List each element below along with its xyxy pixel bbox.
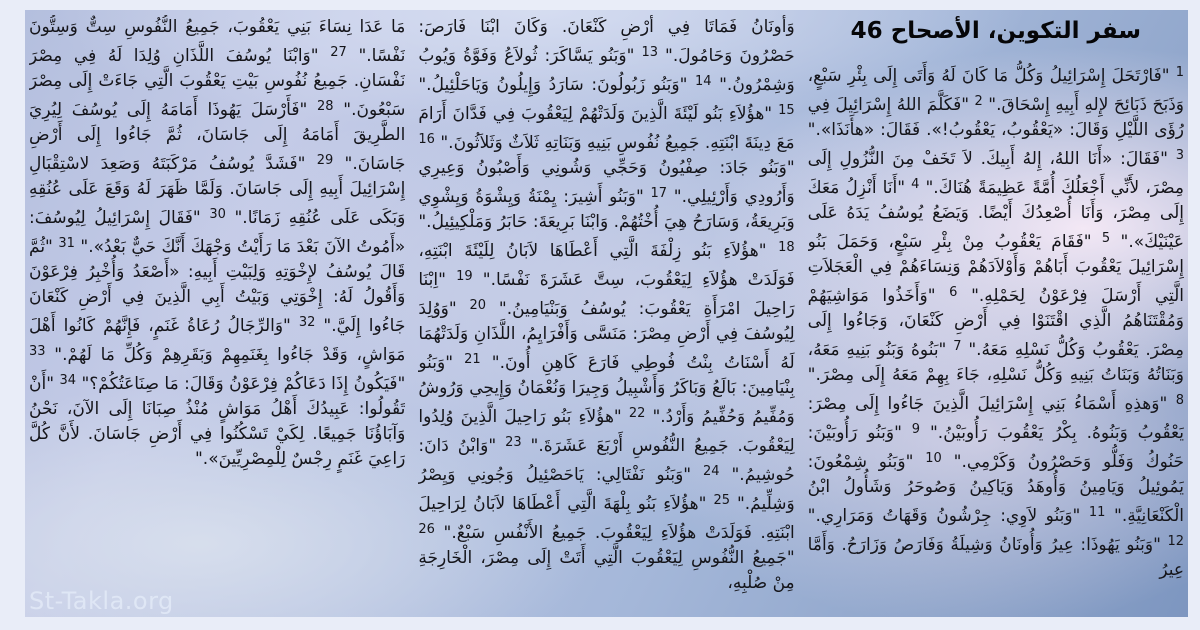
sky-background-photo [25, 10, 1188, 617]
verse-number: 26 [418, 522, 435, 537]
verse-text: "ثُمَّ قَالَ يُوسُفُ لإِخْوَتِهِ وَلِبَيْتِ أَبِيهِ: «أَصْعَدُ وَأُخْبِرُ فِرْعَوْنَ وَأَقُولُ لَهُ: إِخْوَتِي وَبَيْتُ أَبِي الَّذِينَ فِي أَرْضِ كَنْعَانَ جَاءُوا إِلَيَّ." [29, 237, 406, 336]
verse-text: "وَبَنُو لاَوِي: جِرْشُونُ وَقَهَاتُ وَمَرَارِي." [807, 506, 1081, 526]
text-column-left [29, 15, 405, 611]
verse-number: 8 [1175, 393, 1184, 408]
verses-middle [418, 15, 794, 596]
page-title: سفر التكوين، الأصحاح 46 [850, 18, 1141, 44]
verse-text: مَا عَدَا نِسَاءَ بَنِي يَعْقُوبَ، جَمِيعُ النُّفُوسِ سِتٌّ وَسِتُّونَ نَفْسًا." [29, 17, 406, 66]
text-column-middle [418, 15, 794, 611]
verse-text: "وَبَنُو رَأُوبَيْنَ: حَنُوكُ وَفَلُّو وَحَصْرُونُ وَكَرْمِي." [807, 423, 1184, 472]
verse-text: "هؤُلاَءِ بَنُو لَيْئَةَ الَّذِينَ وَلَدَتْهُمْ لِيَعْقُوبَ فِي فَدَّانَ أَرَامَ مَعَ دِينَةَ ابْنَتِهِ. جَمِيعُ نُفُوسِ بَنِيهِ وَبَنَاتِهِ ثَلاَثٌ وَثَلاَثُونَ." [418, 104, 795, 153]
verse-text: "هؤُلاَءِ بَنُو بِلْهَةَ الَّتِي أَعْطَاهَا لاَبَانُ لِرَاحِيلَ ابْنَتِهِ. فَوَلَدَتْ هؤُلاَءِ لِيَعْقُوبَ. جَمِيعُ الأَنْفُسِ سَبْعٌ." [418, 494, 795, 543]
verse-number: 23 [505, 435, 522, 450]
verse-number: 16 [418, 132, 435, 147]
verse-number: 30 [209, 207, 226, 222]
verse-text: "وَبَنُو شِمْعُونَ: يَمُوئِيلُ وَيَامِينُ وَأُوهَدُ وَيَاكِينُ وَصُوحَرُ وَشَأُولُ ابْنُ الْكَنْعَانِيَّةِ." [807, 452, 1184, 526]
verse-text: "وَالرِّجَالُ رُعَاةُ غَنَمٍ، فَإِنَّهُمْ كَانُوا أَهْلَ مَوَاشٍ، وَقَدْ جَاءُوا بِغَنَمِهِمْ وَبَقَرِهِمْ وَكُلِّ مَا لَهُمْ." [29, 316, 406, 365]
verse-number: 5 [1101, 231, 1111, 246]
verse-number: 14 [695, 74, 712, 89]
verse-text: "أَنْ تَقُولُوا: عَبِيدُكَ أَهْلُ مَوَاشٍ مُنْذُ صِبَانَا إِلَى الآنَ، نَحْنُ وَآبَاؤُنَا جَمِيعًا. لِكَيْ تَسْكُنُوا فِي أَرْضِ جَاسَانَ. لأَنَّ كُلَّ رَاعِيَ غَنَمٍ رِجْسٌ لِلْمِصْرِيِّينَ»." [29, 374, 406, 469]
watermark: St-Takla.org [29, 587, 174, 615]
verse-text: "اِبْنَا رَاحِيلَ امْرَأَةِ يَعْقُوبَ: يُوسُفُ وَبَنْيَامِينُ." [418, 270, 795, 319]
verse-text: "فَيَكُونُ إِذَا دَعَاكُمْ فِرْعَوْنُ وَقَالَ: مَا صِنَاعَتُكُمْ؟" [81, 374, 406, 394]
verse-text: "فَقَامَ يَعْقُوبُ مِنْ بِئْرِ سَبْعٍ، وَحَمَلَ بَنُو إِسْرَائِيلَ يَعْقُوبَ أَبَاهُمْ وَأَوْلاَدَهُمْ وَنِسَاءَهُمْ فِي الْعَجَلاَتِ الَّتِي أَرْسَلَ فِرْعَوْنُ لِحَمْلِهِ." [807, 232, 1184, 306]
verse-number: 25 [713, 493, 730, 508]
verse-text: "وَأَخَذُوا مَوَاشِيَهُمْ وَمُقْتَنَاهُمُ الَّذِي اقْتَنَوْا فِي أَرْضِ كَنْعَانَ، وَجَاءُوا إِلَى مِصْرَ. يَعْقُوبُ وَكُلُّ نَسْلِهِ مَعَهُ." [807, 286, 1184, 360]
text-column-right [808, 15, 1184, 611]
verse-number: 10 [925, 451, 942, 466]
verse-text: "وَابْنَا يُوسُفَ اللَّذَانِ وُلِدَا لَهُ فِي مِصْرَ نَفْسَانِ. جَمِيعُ نُفُوسِ بَيْتِ يَعْقُوبَ الَّتِي جَاءَتْ إِلَى مِصْرَ سَبْعُونَ." [29, 46, 406, 120]
verse-number: 2 [974, 94, 983, 109]
verse-text: "فَشَدَّ يُوسُفُ مَرْكَبَتَهُ وَصَعِدَ لاسْتِقْبَالِ إِسْرَائِيلَ أَبِيهِ إِلَى جَاسَانَ. وَلَمَّا ظَهَرَ لَهُ وَقَعَ عَلَى عُنُقِهِ وَبَكَى عَلَى عُنُقِهِ زَمَانًا." [29, 154, 406, 228]
verse-number: 34 [59, 373, 77, 388]
verse-number: 11 [1088, 505, 1106, 520]
verse-text: "فَقَالَ: «أَنَا اللهُ، إِلهُ أَبِيكَ. لاَ تَخَفْ مِنَ النُّزُولِ إِلَى مِصْرَ، لأَنِّي أَجْعَلُكَ أُمَّةً عَظِيمَةً هُنَاكَ." [807, 149, 1184, 198]
verse-number: 3 [1175, 148, 1184, 163]
verse-number: 24 [703, 464, 720, 479]
verse-number: 20 [469, 298, 487, 313]
verse-number: 17 [650, 186, 668, 201]
verse-number: 21 [464, 352, 481, 367]
verse-text: "هؤُلاَءِ بَنُو زِلْفَةَ الَّتِي أَعْطَاهَا لاَبَانُ لِلَيْئَةَ ابْنَتِهِ، فَوَلَدَتْ هؤُلاَءِ لِيَعْقُوبَ، سِتَّ عَشَرَةَ نَفْسًا." [418, 241, 795, 290]
verse-number: 12 [1167, 534, 1184, 549]
text-columns [29, 15, 1184, 611]
verse-number: 29 [316, 153, 334, 168]
verse-number: 1 [1175, 65, 1184, 80]
verse-number: 7 [953, 339, 962, 354]
verse-text: "وَابْنُ دَانَ: حُوشِيمُ." [418, 436, 795, 485]
verse-text: "وَبَنُو أَشِيرَ: يِمْنَةُ وَيِشْوَةُ وَيِشْوِي وَبَرِيعَةُ، وَسَارَحُ هِيَ أُخْتُهُمْ. وَابْنَا بَرِيعَةَ: حَابَرُ وَمَلْكِيئِيلُ." [418, 187, 795, 232]
verse-number: 33 [29, 344, 46, 359]
verse-text: "أَنَا أَنْزِلُ مَعَكَ إِلَى مِصْرَ، وَأَنَا أُصْعِدُكَ أَيْضًا. وَيَضَعُ يُوسُفُ يَدَهُ عَلَى عَيْنَيْكَ»." [807, 178, 1184, 252]
verse-text: "وَبَنُو جَادَ: صِفْيُونُ وَحَجِّي وَشُونِي وَأَصْبُونُ وَعِيرِي وَأَرُودِي وَأَرْئِيلِي." [418, 158, 795, 207]
verses-left [29, 15, 405, 472]
verse-text: "فَقَالَ إِسْرَائِيلُ لِيُوسُفَ: «أَمُوتُ الآنَ بَعْدَ مَا رَأَيْتُ وَجْهَكَ أَنَّكَ حَيٌّ بَعْدُ»." [29, 208, 406, 257]
verse-text: "هؤُلاَءِ بَنُو رَاحِيلَ الَّذِينَ وُلِدُوا لِيَعْقُوبَ. جَمِيعُ النُّفُوسِ أَرْبَعَ عَشَرَةَ." [418, 407, 795, 456]
verse-number: 4 [911, 177, 920, 192]
verse-number: 19 [456, 269, 473, 284]
verse-text: "وَبَنُو بِنْيَامِينَ: بَالَعُ وَبَاكَرُ وَأَشْبِيلُ وَجِيرَا وَنُعْمَانُ وَإِيحِي وَرُوشُ وَمُفِّيمُ وَحُفِّيمُ وَأَرْدُ." [418, 353, 795, 427]
verse-text: "وَبَنُو نَفْتَالِي: يَاحَصْئِيلُ وَجُونِي وَيِصْرُ وَشِلِّيمُ." [418, 465, 795, 514]
verse-number: 28 [317, 99, 334, 114]
verse-text: "وَوُلِدَ لِيُوسُفَ فِي أَرْضِ مِصْرَ: مَنَسَّى وَأَفْرَايِمُ، اللَّذَانِ وَلَدَتْهُمَا لَهُ أَسْنَاتُ بِنْتُ فُوطِي فَارَعَ كَاهِنِ أُونَ." [418, 299, 795, 373]
verse-number: 15 [778, 103, 795, 118]
verse-number: 32 [298, 315, 316, 330]
verse-number: 13 [641, 45, 658, 60]
verse-text: "وَبَنُو زَبُولُونَ: سَارَدُ وَإِيلُونُ وَيَاحَلْئِيلُ." [418, 75, 688, 95]
verse-number: 27 [330, 45, 347, 60]
verse-text: "جَمِيعُ النُّفُوسِ لِيَعْقُوبَ الَّتِي أَتَتْ إِلَى مِصْرَ، الْخَارِجَةِ مِنْ صُلْبِهِ، [418, 548, 795, 593]
verse-text: وَأُونَانُ فَمَاتَا فِي أَرْضِ كَنْعَانَ. وَكَانَ ابْنَا فَارَصَ: حَصْرُونَ وَحَامُولَ." [418, 17, 795, 66]
verses-right [808, 60, 1184, 583]
verse-number: 18 [778, 240, 795, 255]
verse-number: 22 [628, 406, 646, 421]
verse-text: "فَكَلَّمَ اللهُ إِسْرَائِيلَ فِي رُؤَى اللَّيْلِ وَقَالَ: «يَعْقُوبُ، يَعْقُوبُ!». فَقَالَ: «هأَنَذَا»." [807, 95, 1184, 140]
verse-text: "بَنُوهُ وَبَنُو بَنِيهِ مَعَهُ، وَبَنَاتُهُ وَبَنَاتُ بَنِيهِ وَكُلُّ نَسْلِهِ، جَاءَ بِهِمْ مَعَهُ إِلَى مِصْرَ." [807, 340, 1184, 385]
verse-text: "وَبَنُو يَسَّاكَرَ: ثُولاَعُ وَفَوَّةُ وَيُوبُ وَشِمْرُونُ." [418, 46, 795, 95]
verse-number: 9 [911, 422, 921, 437]
verse-text: "وَبَنُو يَهُوذَا: عِيرُ وَأُونَانُ وَشِيلَةُ وَفَارَصُ وَزَارَحُ. وَأَمَّا عِيرُ [807, 535, 1184, 580]
verse-text: "وَهذِهِ أَسْمَاءُ بَنِي إِسْرَائِيلَ الَّذِينَ جَاءُوا إِلَى مِصْرَ: يَعْقُوبُ وَبَنُوهُ. بِكْرُ يَعْقُوبَ رَأُوبَيْنُ." [807, 394, 1184, 443]
verse-text: "فَأَرْسَلَ يَهُوذَا أَمَامَهُ إِلَى يُوسُفَ لِيُرِيَ الطَّرِيقَ أَمَامَهُ إِلَى جَاسَانَ، ثُمَّ جَاءُوا إِلَى أَرْضِ جَاسَانَ." [29, 100, 406, 174]
verse-number: 31 [58, 236, 75, 251]
verse-number: 6 [949, 285, 958, 300]
verse-text: "فَارْتَحَلَ إِسْرَائِيلُ وَكُلُّ مَا كَانَ لَهُ وَأَتَى إِلَى بِئْرِ سَبْعٍ، وَذَبَحَ ذَبَائِحَ لإِلهِ أَبِيهِ إِسْحَاقَ." [807, 66, 1184, 115]
